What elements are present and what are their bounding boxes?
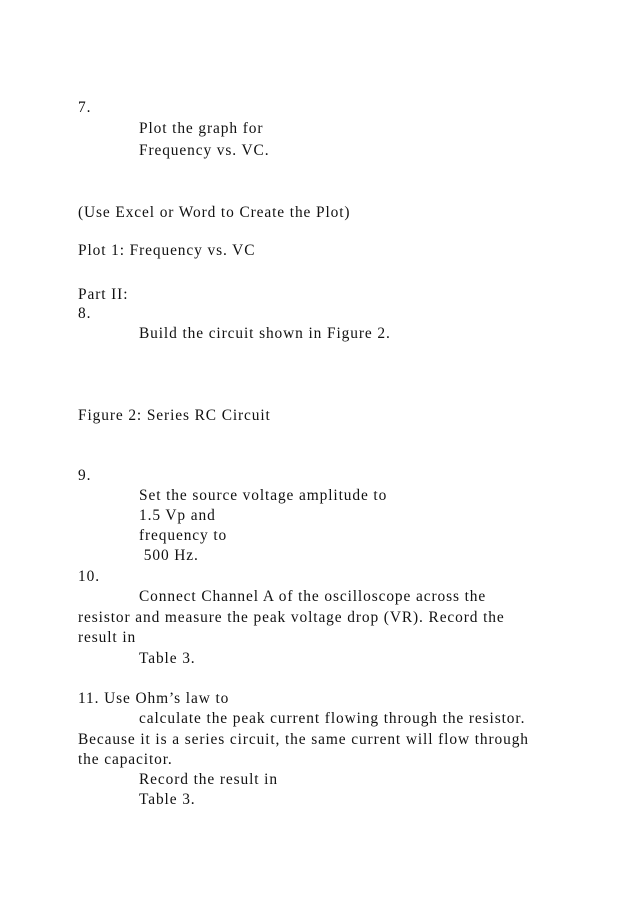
- step-11-text-line-1: 11. Use Ohm’s law to: [78, 690, 230, 707]
- step-11-text-line-4: the capacitor.: [78, 751, 173, 768]
- step-8-text: Build the circuit shown in Figure 2.: [139, 325, 391, 342]
- step-10-text-line-3: result in: [78, 629, 137, 646]
- step-7-text-line-2: Frequency vs. VC.: [139, 142, 270, 159]
- plot-instruction: (Use Excel or Word to Create the Plot): [78, 204, 351, 221]
- step-11-text-line-6: Table 3.: [139, 791, 196, 808]
- figure-2-caption: Figure 2: Series RC Circuit: [78, 407, 271, 424]
- step-10-text-line-4: Table 3.: [139, 650, 196, 667]
- step-10-text-line-1: Connect Channel A of the oscilloscope across the: [139, 588, 487, 605]
- step-7-text-line-1: Plot the graph for: [139, 120, 264, 137]
- step-8-number: 8.: [78, 305, 92, 322]
- step-11-text-line-5: Record the result in: [139, 771, 278, 788]
- step-9-text-line-2: 1.5 Vp and: [139, 507, 216, 524]
- step-10-text-line-2: resistor and measure the peak voltage drop (VR). Record the: [78, 609, 505, 626]
- step-9-text-line-1: Set the source voltage amplitude to: [139, 487, 388, 504]
- step-9-text-line-4: 500 Hz.: [139, 547, 199, 564]
- step-11-text-line-2: calculate the peak current flowing through the resistor.: [139, 710, 526, 727]
- step-9-number: 9.: [78, 467, 92, 484]
- plot-1-caption: Plot 1: Frequency vs. VC: [78, 242, 256, 259]
- step-9-text-line-3: frequency to: [139, 527, 228, 544]
- part-2-heading: Part II:: [78, 286, 129, 303]
- step-11-text-line-3: Because it is a series circuit, the same current will flow through: [78, 731, 529, 748]
- step-10-number: 10.: [78, 568, 100, 585]
- step-7-number: 7.: [78, 99, 92, 116]
